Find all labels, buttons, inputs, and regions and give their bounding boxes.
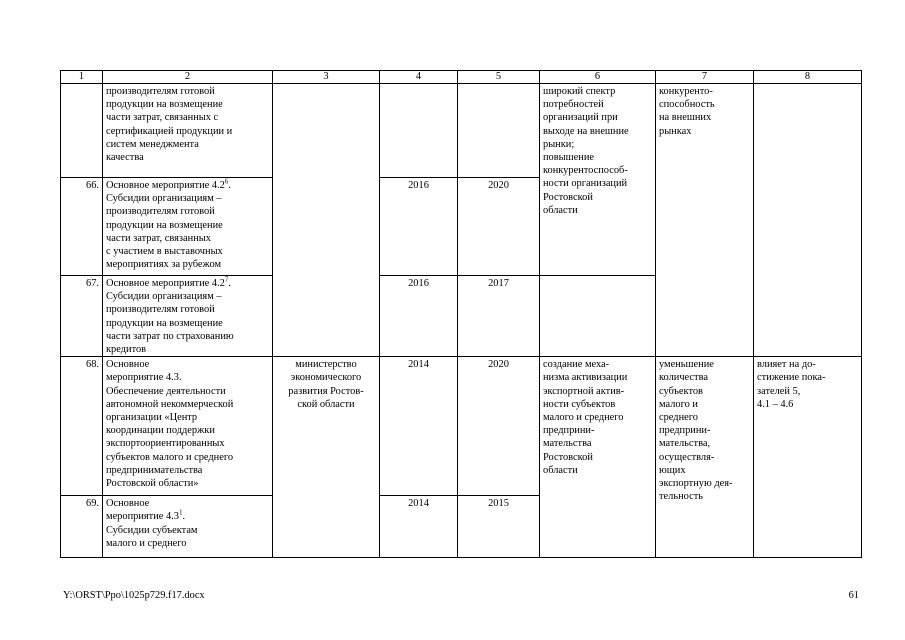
footer-file-path: Y:\ORST\Ppo\1025p729.f17.docx (63, 590, 205, 601)
measure-description: производителям готовой продукции на возмещение части затрат, связанных с сертификацией продукции и систем менеджмента качества (103, 84, 273, 178)
non-implementation-consequence: конкуренто- способность на внешних рынках (656, 84, 754, 357)
measures-table (60, 70, 862, 558)
non-implementation-consequence: уменьшение количества субъектов малого и среднего предприни- мательства, осуществля- ющих экспортную дея- тельность (656, 357, 754, 558)
header-row (61, 71, 862, 84)
start-year: 2016 (380, 178, 458, 276)
header-col-6: 6 (540, 71, 656, 84)
end-year: 2020 (458, 178, 540, 276)
start-year: 2014 (380, 357, 458, 496)
row-number: 68. (61, 357, 103, 496)
measure-description: Основное мероприятие 4.3. Обеспечение деятельности автономной некоммерческой организации «Центр координации поддержки экспортоориентированных субъектов малого и среднего предпринимательства Ростовской области» (103, 357, 273, 496)
header-col-7: 7 (656, 71, 754, 84)
footnote-mark: 7 (224, 275, 229, 284)
start-year: 2014 (380, 496, 458, 558)
footnote-mark: 6 (224, 177, 229, 186)
executor-cell (273, 84, 380, 357)
desc-text: . Субсидии организациям – производителям готовой продукции на возмещение части затрат по страхованию кредитов (106, 278, 234, 356)
row-number: 67. (61, 276, 103, 357)
header-col-1: 1 (61, 71, 103, 84)
measure-description (103, 178, 273, 276)
row-number: 69. (61, 496, 103, 558)
measure-description (103, 276, 273, 357)
table-row (61, 84, 862, 178)
header-col-2: 2 (103, 71, 273, 84)
header-col-3: 3 (273, 71, 380, 84)
row-number: 66. (61, 178, 103, 276)
desc-text: Основное мероприятие 4.2 (106, 278, 225, 289)
indicators-link: влияет на до- стижение пока- зателей 5, 4.1 – 4.6 (754, 357, 862, 558)
indicators-link (754, 84, 862, 357)
measure-description (103, 496, 273, 558)
desc-text: Основное мероприятие 4.2 (106, 180, 225, 191)
end-year: 2020 (458, 357, 540, 496)
end-year: 2017 (458, 276, 540, 357)
desc-text: Основное мероприятие 4.3 (106, 498, 179, 523)
end-year: 2015 (458, 496, 540, 558)
footer-page-number: 61 (848, 590, 859, 601)
header-col-5: 5 (458, 71, 540, 84)
expected-result: создание меха- низма активизации экспортной актив- ности субъектов малого и среднего предприни- мательства Ростовской области (540, 357, 656, 558)
end-year (458, 84, 540, 178)
start-year (380, 84, 458, 178)
header-col-4: 4 (380, 71, 458, 84)
header-col-8: 8 (754, 71, 862, 84)
table-row (61, 357, 862, 496)
expected-result (540, 276, 656, 357)
executor-cell: министерство экономического развития Ростов- ской области (273, 357, 380, 558)
row-number (61, 84, 103, 178)
start-year: 2016 (380, 276, 458, 357)
footnote-mark: 1 (178, 508, 183, 517)
expected-result: широкий спектр потребностей организаций при выходе на внешние рынки; повышение конкурентоспособ- ности организаций Ростовской области (540, 84, 656, 276)
desc-text: . Субсидии организациям – производителям готовой продукции на возмещение части затрат, связанных с участием в выставочных мероприятиях за рубежом (106, 180, 231, 271)
desc-text: . Субсидии субъектам малого и среднего (106, 511, 198, 549)
